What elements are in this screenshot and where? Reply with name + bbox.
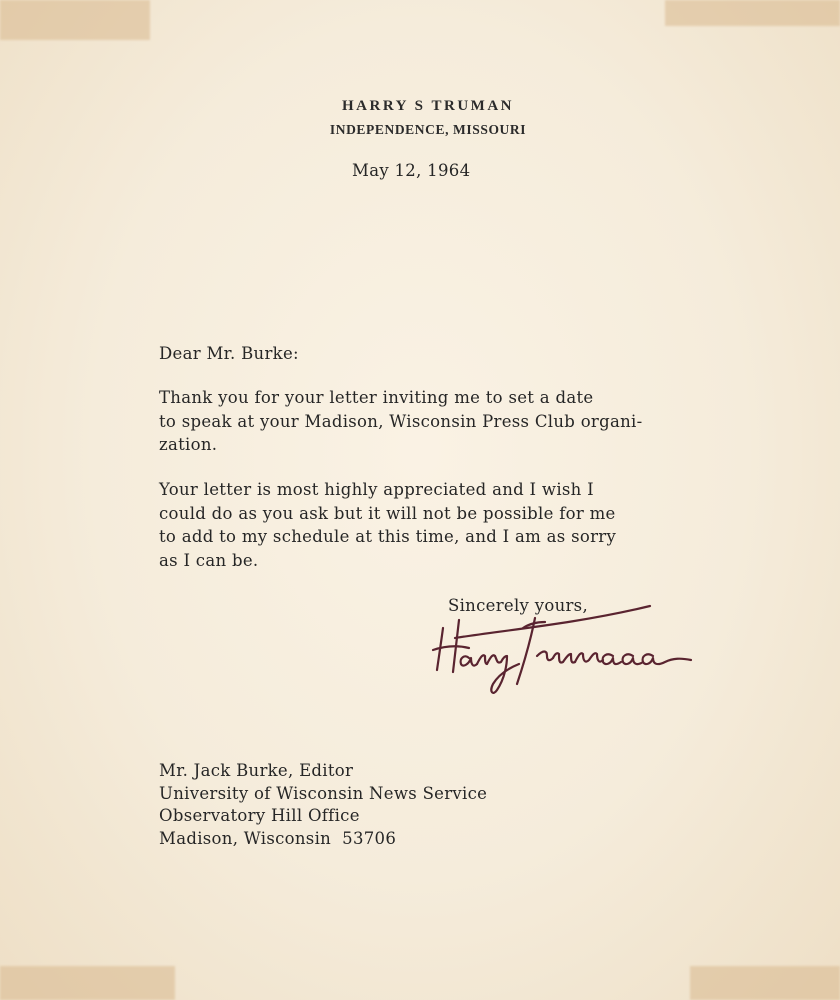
body-line: Your letter is most highly appreciated and I wish I	[159, 480, 594, 499]
corner-tape-stain	[0, 966, 175, 1000]
body-line: to add to my schedule at this time, and I am as sorry	[159, 527, 617, 546]
body-line: as I can be.	[159, 550, 259, 570]
letter-date: May 12, 1964	[352, 161, 471, 180]
address-line: Madison, Wisconsin 53706	[159, 828, 397, 848]
corner-tape-stain	[665, 0, 840, 26]
body-line: to speak at your Madison, Wisconsin Press Club organi-	[159, 411, 643, 431]
address-line: Mr. Jack Burke, Editor	[159, 761, 354, 780]
signature-strokes	[433, 606, 691, 693]
body-line: zation.	[159, 435, 218, 454]
corner-tape-stain	[690, 966, 840, 1000]
corner-tape-stain	[0, 0, 150, 40]
body-line: could do as you ask but it will not be possible for me	[159, 503, 616, 523]
body-line: Thank you for your letter inviting me to set a date	[159, 388, 594, 407]
address-line: Observatory Hill Office	[159, 806, 360, 825]
letterhead-name: HARRY S TRUMAN	[342, 98, 514, 114]
salutation: Dear Mr. Burke:	[159, 344, 299, 363]
body-paragraph	[159, 386, 643, 457]
complimentary-close: Sincerely yours,	[448, 596, 588, 615]
body-paragraph	[159, 478, 616, 572]
letterhead-place: INDEPENDENCE, MISSOURI	[329, 122, 527, 137]
address-line: University of Wisconsin News Service	[159, 783, 488, 803]
recipient-address	[159, 760, 487, 850]
handwritten-signature	[425, 598, 705, 698]
